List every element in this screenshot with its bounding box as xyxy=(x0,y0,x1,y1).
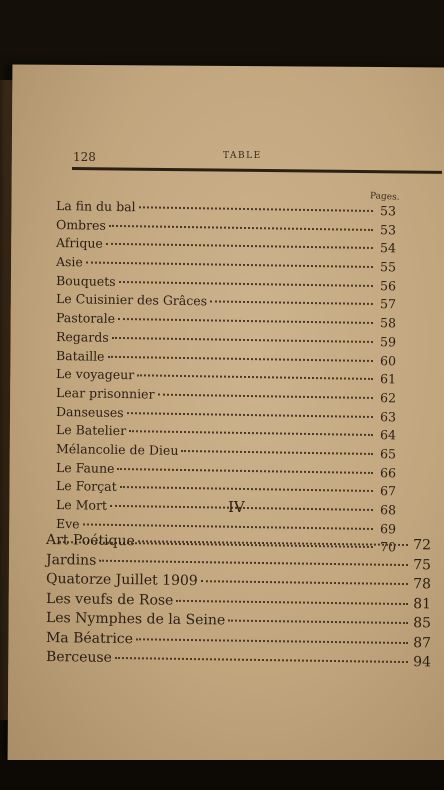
dot-leader xyxy=(115,657,408,663)
toc-entry-title: Danseuses xyxy=(55,403,124,420)
toc-entry-title: Le Faune xyxy=(55,459,115,476)
toc-entry-title: Bouquets xyxy=(55,272,116,289)
page-header xyxy=(73,150,433,166)
toc-entry-page: 64 xyxy=(379,427,397,443)
page-number: 128 xyxy=(73,150,96,164)
toc-entry-title: Regards xyxy=(55,328,109,345)
toc-entry-page: 78 xyxy=(413,576,432,593)
toc-entry-title: Afrique xyxy=(55,235,104,252)
toc-entry-title: Mélancolie de Dieu xyxy=(55,440,179,458)
dot-leader xyxy=(210,301,373,306)
toc-entry-page: 63 xyxy=(379,408,397,424)
dot-leader xyxy=(86,262,373,269)
toc-entry-title: Ombres xyxy=(55,216,107,233)
toc-entry-page: 69 xyxy=(379,520,397,537)
dot-leader xyxy=(120,486,373,492)
toc-entry-page: 70 xyxy=(379,539,397,555)
dot-leader xyxy=(201,580,408,585)
toc-entry-title: Les Nymphes de la Seine xyxy=(45,610,226,629)
dot-leader xyxy=(83,523,373,530)
background-shadow xyxy=(0,760,444,790)
toc-entry-page: 57 xyxy=(379,296,397,312)
toc-entry-title: Le Mort xyxy=(55,497,108,513)
dot-leader xyxy=(129,430,373,436)
toc-entry-title: Quatorze Juillet 1909 xyxy=(45,571,198,590)
dot-leader xyxy=(176,599,408,604)
toc-entry-title: Le voyageur xyxy=(55,366,135,383)
dot-leader xyxy=(157,393,373,398)
dot-leader xyxy=(108,355,373,361)
toc-entry-title: Jardins xyxy=(45,551,97,569)
dot-leader xyxy=(109,225,373,231)
toc-entry-title: Le Batelier xyxy=(55,422,127,439)
toc-entry-page: 58 xyxy=(379,315,397,331)
toc-entry-title: Le Forçat xyxy=(55,478,117,495)
pages-column-label: Pages. xyxy=(369,191,400,203)
toc-section-iii xyxy=(56,198,396,553)
toc-entry-page: 60 xyxy=(379,352,397,368)
toc-entry-title: Asie xyxy=(55,254,83,270)
dot-leader xyxy=(137,374,373,380)
running-title: TABLE xyxy=(223,151,262,161)
dot-leader xyxy=(181,450,373,455)
toc-section-iv xyxy=(46,532,431,669)
toc-entry-title: Ma Béatrice xyxy=(45,629,134,647)
toc-entry-page: 94 xyxy=(413,654,432,671)
toc-entry-page: 56 xyxy=(379,277,397,294)
dot-leader xyxy=(117,468,373,474)
toc-entry-page: 62 xyxy=(379,389,397,406)
toc-entry-page: 61 xyxy=(379,371,397,387)
dot-leader xyxy=(139,206,373,212)
dot-leader xyxy=(127,412,373,418)
dot-leader xyxy=(99,559,408,565)
toc-entry-page: 68 xyxy=(379,502,397,518)
dot-leader xyxy=(118,318,373,324)
toc-entry-page: 87 xyxy=(413,634,432,651)
toc-entry-page: 54 xyxy=(379,240,397,256)
dot-leader xyxy=(106,243,373,249)
dot-leader xyxy=(228,620,408,625)
toc-entry-title: Le Cuisinier des Grâces xyxy=(55,291,208,309)
toc-entry-page: 53 xyxy=(379,203,397,219)
dot-leader xyxy=(136,638,408,644)
toc-entry-title: Berceuse xyxy=(45,649,113,666)
toc-entry-title: Lear prisonnier xyxy=(55,384,155,402)
dot-leader xyxy=(112,337,373,343)
toc-entry-page: 65 xyxy=(379,446,397,462)
toc-entry-page: 66 xyxy=(379,464,397,480)
toc-entry-page: 72 xyxy=(413,537,432,554)
toc-entry-title: Eve xyxy=(55,515,80,532)
toc-entry-title: La fin du bal xyxy=(55,198,136,215)
dot-leader xyxy=(119,281,373,287)
toc-entry-page: 59 xyxy=(379,333,397,350)
toc-entry-page: 81 xyxy=(413,595,432,612)
toc-entry-title: Art Poétique xyxy=(45,532,135,550)
toc-entry-page: 55 xyxy=(379,259,397,275)
section-heading: IV xyxy=(228,498,245,516)
toc-entry-page: 85 xyxy=(413,615,432,632)
toc-entry-page: 75 xyxy=(413,556,432,573)
toc-entry-title: Bataille xyxy=(55,347,105,364)
toc-entry-title: Pastorale xyxy=(55,310,116,327)
toc-entry-page: 67 xyxy=(379,483,397,499)
dot-leader xyxy=(138,540,408,546)
toc-entry-page: 53 xyxy=(379,221,397,238)
toc-entry-title: Les veufs de Rose xyxy=(45,590,174,609)
